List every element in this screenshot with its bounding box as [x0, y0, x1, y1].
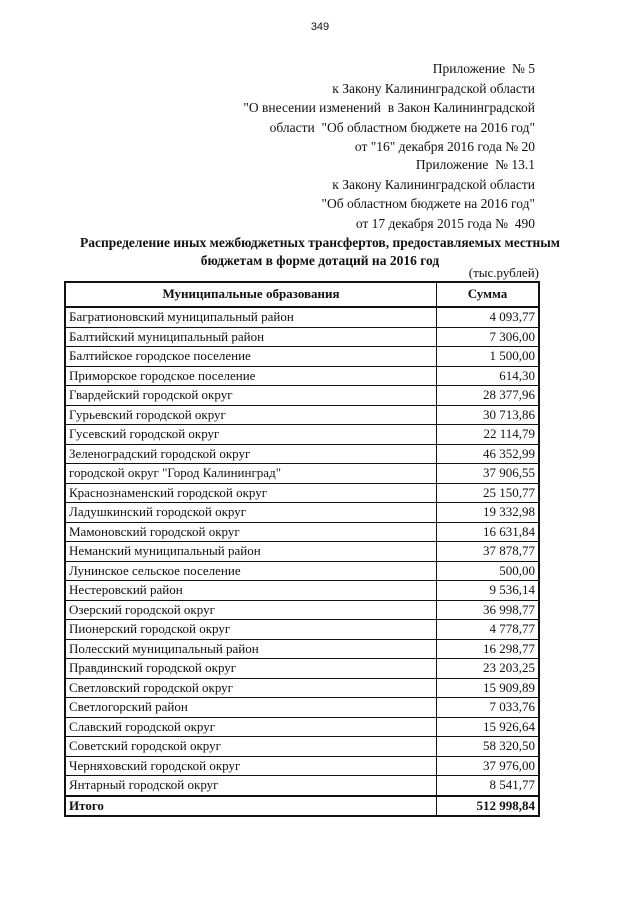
appendix-line: Приложение № 13.1 — [415, 157, 535, 172]
page-number: 349 — [310, 21, 330, 33]
transfer-sum: 25 150,77 — [437, 483, 540, 503]
transfer-sum: 1 500,00 — [437, 347, 540, 367]
units-label: (тыс.рублей) — [468, 265, 539, 280]
transfer-sum: 37 878,77 — [437, 542, 540, 562]
table-row — [65, 483, 539, 503]
table-row — [65, 678, 539, 698]
appendix-line: "О внесении изменений в Закон Калининградской — [243, 100, 535, 115]
transfer-sum: 36 998,77 — [437, 600, 540, 620]
appendix-line: от 17 декабря 2015 года № 490 — [355, 215, 535, 231]
municipality-name: Пионерский городской округ — [65, 620, 437, 640]
table-row — [65, 561, 539, 581]
table-row — [65, 717, 539, 737]
table-row — [65, 756, 539, 776]
transfer-sum: 8 541,77 — [437, 776, 540, 796]
table-row — [65, 366, 539, 386]
transfer-sum: 30 713,86 — [437, 405, 540, 425]
table-row — [65, 639, 539, 659]
table-header-row — [65, 282, 539, 307]
transfer-sum: 9 536,14 — [437, 581, 540, 601]
table-row — [65, 542, 539, 562]
transfer-sum: 15 926,64 — [437, 717, 540, 737]
total-sum: 512 998,84 — [437, 796, 540, 817]
table-row — [65, 386, 539, 406]
municipality-name: Гурьевский городской округ — [65, 405, 437, 425]
municipality-name: Приморское городское поселение — [65, 366, 437, 386]
header-sum: Сумма — [437, 282, 540, 307]
table-row — [65, 698, 539, 718]
appendix-line: области "Об областном бюджете на 2016 год" — [269, 119, 535, 135]
transfer-sum: 23 203,25 — [437, 659, 540, 679]
table-row — [65, 464, 539, 484]
appendix-5-header — [243, 59, 535, 157]
transfer-sum: 22 114,79 — [437, 425, 540, 445]
table-row — [65, 503, 539, 523]
transfer-sum: 614,30 — [437, 366, 540, 386]
table-row — [65, 347, 539, 367]
appendix-line: от "16" декабря 2016 года № 20 — [354, 139, 535, 154]
municipality-name: Советский городской округ — [65, 737, 437, 757]
transfer-sum: 28 377,96 — [437, 386, 540, 406]
table-row — [65, 327, 539, 347]
transfer-sum: 4 093,77 — [437, 307, 540, 327]
municipality-name: Краснознаменский городской округ — [65, 483, 437, 503]
table-row — [65, 659, 539, 679]
municipality-name: Правдинский городской округ — [65, 659, 437, 679]
municipality-name: Полесский муниципальный район — [65, 639, 437, 659]
table-row — [65, 307, 539, 327]
appendix-line: "Об областном бюджете на 2016 год" — [321, 196, 535, 211]
appendix-line: Приложение № 5 — [432, 61, 535, 76]
transfer-sum: 58 320,50 — [437, 737, 540, 757]
table-row — [65, 444, 539, 464]
table-row — [65, 425, 539, 445]
table-row — [65, 620, 539, 640]
municipality-name: Лунинское сельское поселение — [65, 561, 437, 581]
municipality-name: Славский городской округ — [65, 717, 437, 737]
municipality-name: Нестеровский район — [65, 581, 437, 601]
municipality-name: Гусевский городской округ — [65, 425, 437, 445]
transfer-sum: 46 352,99 — [437, 444, 540, 464]
municipality-name: Балтийский муниципальный район — [65, 327, 437, 347]
municipality-name: Светловский городской округ — [65, 678, 437, 698]
transfer-sum: 500,00 — [437, 561, 540, 581]
transfer-sum: 37 906,55 — [437, 464, 540, 484]
municipality-name: Светлогорский район — [65, 698, 437, 718]
table-row — [65, 600, 539, 620]
municipality-name: Зеленоградский городской округ — [65, 444, 437, 464]
table-row — [65, 737, 539, 757]
table-row — [65, 776, 539, 796]
table-row — [65, 522, 539, 542]
appendix-line: к Закону Калининградской области — [332, 176, 535, 192]
municipality-name: Янтарный городской округ — [65, 776, 437, 796]
table-row — [65, 405, 539, 425]
transfer-sum: 37 976,00 — [437, 756, 540, 776]
total-label: Итого — [65, 796, 437, 817]
municipality-name: Неманский муниципальный район — [65, 542, 437, 562]
municipality-name: Багратионовский муниципальный район — [65, 307, 437, 327]
transfer-sum: 16 298,77 — [437, 639, 540, 659]
appendix-line: к Закону Калининградской области — [332, 80, 535, 96]
municipality-name: Ладушкинский городской округ — [65, 503, 437, 523]
transfer-sum: 16 631,84 — [437, 522, 540, 542]
municipality-name: Гвардейский городской округ — [65, 386, 437, 406]
municipality-name: Озерский городской округ — [65, 600, 437, 620]
header-municipality: Муниципальные образования — [65, 282, 437, 307]
transfer-sum: 7 306,00 — [437, 327, 540, 347]
transfers-table — [64, 281, 540, 817]
transfer-sum: 19 332,98 — [437, 503, 540, 523]
title-line: Распределение иных межбюджетных трансфертов, предоставляемых местным — [80, 235, 560, 250]
transfer-sum: 7 033,76 — [437, 698, 540, 718]
municipality-name: городской округ "Город Калининград" — [65, 464, 437, 484]
table-row — [65, 581, 539, 601]
transfer-sum: 4 778,77 — [437, 620, 540, 640]
municipality-name: Черняховский городской округ — [65, 756, 437, 776]
title-line: бюджетам в форме дотаций на 2016 год — [200, 253, 440, 268]
municipality-name: Балтийское городское поселение — [65, 347, 437, 367]
municipality-name: Мамоновский городской округ — [65, 522, 437, 542]
appendix-13-1-header — [322, 155, 536, 233]
total-row — [65, 796, 539, 817]
transfer-sum: 15 909,89 — [437, 678, 540, 698]
